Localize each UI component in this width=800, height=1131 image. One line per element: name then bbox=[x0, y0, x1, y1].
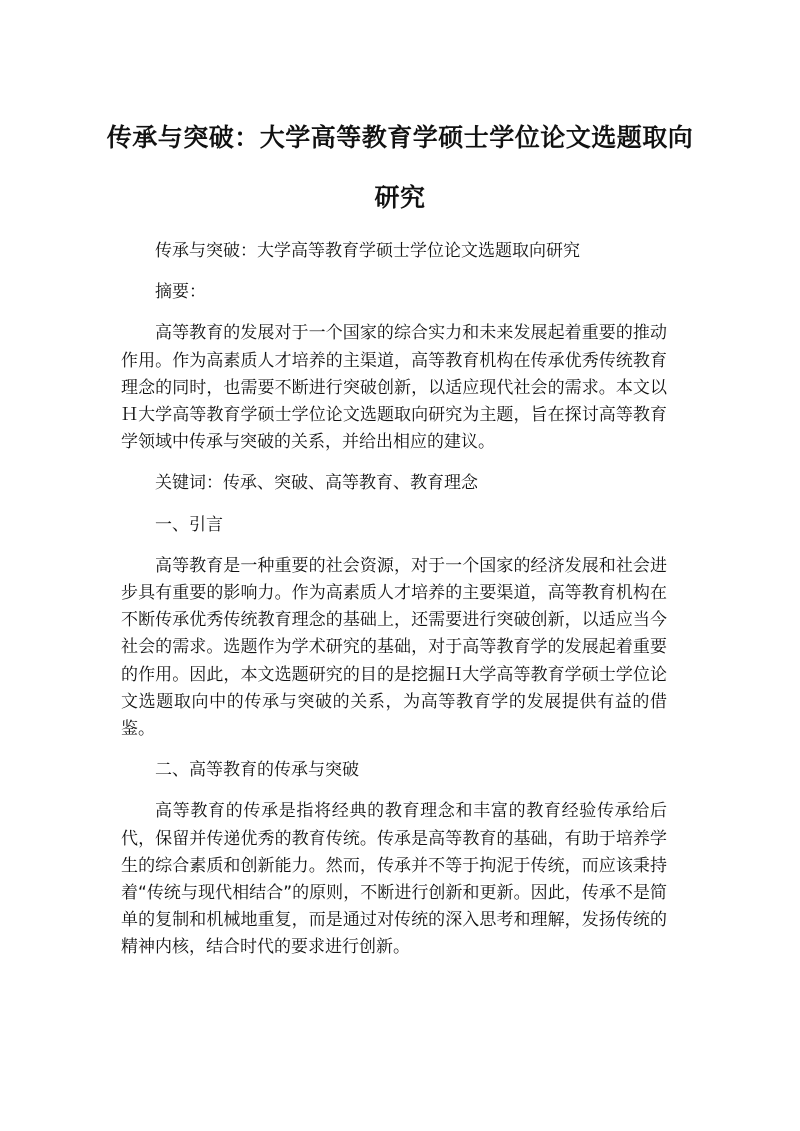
subtitle-line: 传承与突破：大学高等教育学硕士学位论文选题取向研究 bbox=[155, 241, 580, 261]
section1-heading: 一、引言 bbox=[155, 514, 223, 535]
section2-heading: 二、高等教育的传承与突破 bbox=[155, 760, 359, 781]
document-body bbox=[121, 238, 667, 976]
section1-paragraph: 高等教育是一种重要的社会资源，对于一个国家的经济发展和社会进步具有重要的影响力。作为高素质人才培养的主要渠道，高等教育机构在不断传承优秀传统教育理念的基础上，还需要进行突破创新，以适应当今社会的需求。选题作为学术研究的基础，对于高等教育学的发展起着重要的作用。因此，本文选题研究的目的是挖掘Ｈ大学高等教育学硕士学位论文选题取向中的传承与突破的关系，为高等教育学的发展提供有益的借鉴。 bbox=[121, 555, 667, 740]
keywords-line: 关键词：传承、突破、高等教育、教育理念 bbox=[155, 473, 478, 494]
document-title: 传承与突破：大学高等教育学硕士学位论文选题取向研究 bbox=[106, 123, 694, 212]
abstract-paragraph: 高等教育的发展对于一个国家的综合实力和未来发展起着重要的推动作用。作为高素质人才培养的主渠道，高等教育机构在传承优秀传统教育理念的同时，也需要不断进行突破创新，以适应现代社会的需求。本文以Ｈ大学高等教育学硕士学位论文选题取向研究为主题，旨在探讨高等教育学领域中传承与突破的关系，并给出相应的建议。 bbox=[121, 323, 667, 453]
section2-paragraph: 高等教育的传承是指将经典的教育理念和丰富的教育经验传承给后代，保留并传递优秀的教育传统。传承是高等教育的基础，有助于培养学生的综合素质和创新能力。然而，传承并不等于拘泥于传统，而应该秉持着“传统与现代相结合”的原则，不断进行创新和更新。因此，传承不是简单的复制和机械地重复，而是通过对传统的深入思考和理解，发扬传统的精神内核，结合时代的要求进行创新。 bbox=[121, 801, 667, 958]
abstract-label: 摘要： bbox=[155, 282, 206, 303]
